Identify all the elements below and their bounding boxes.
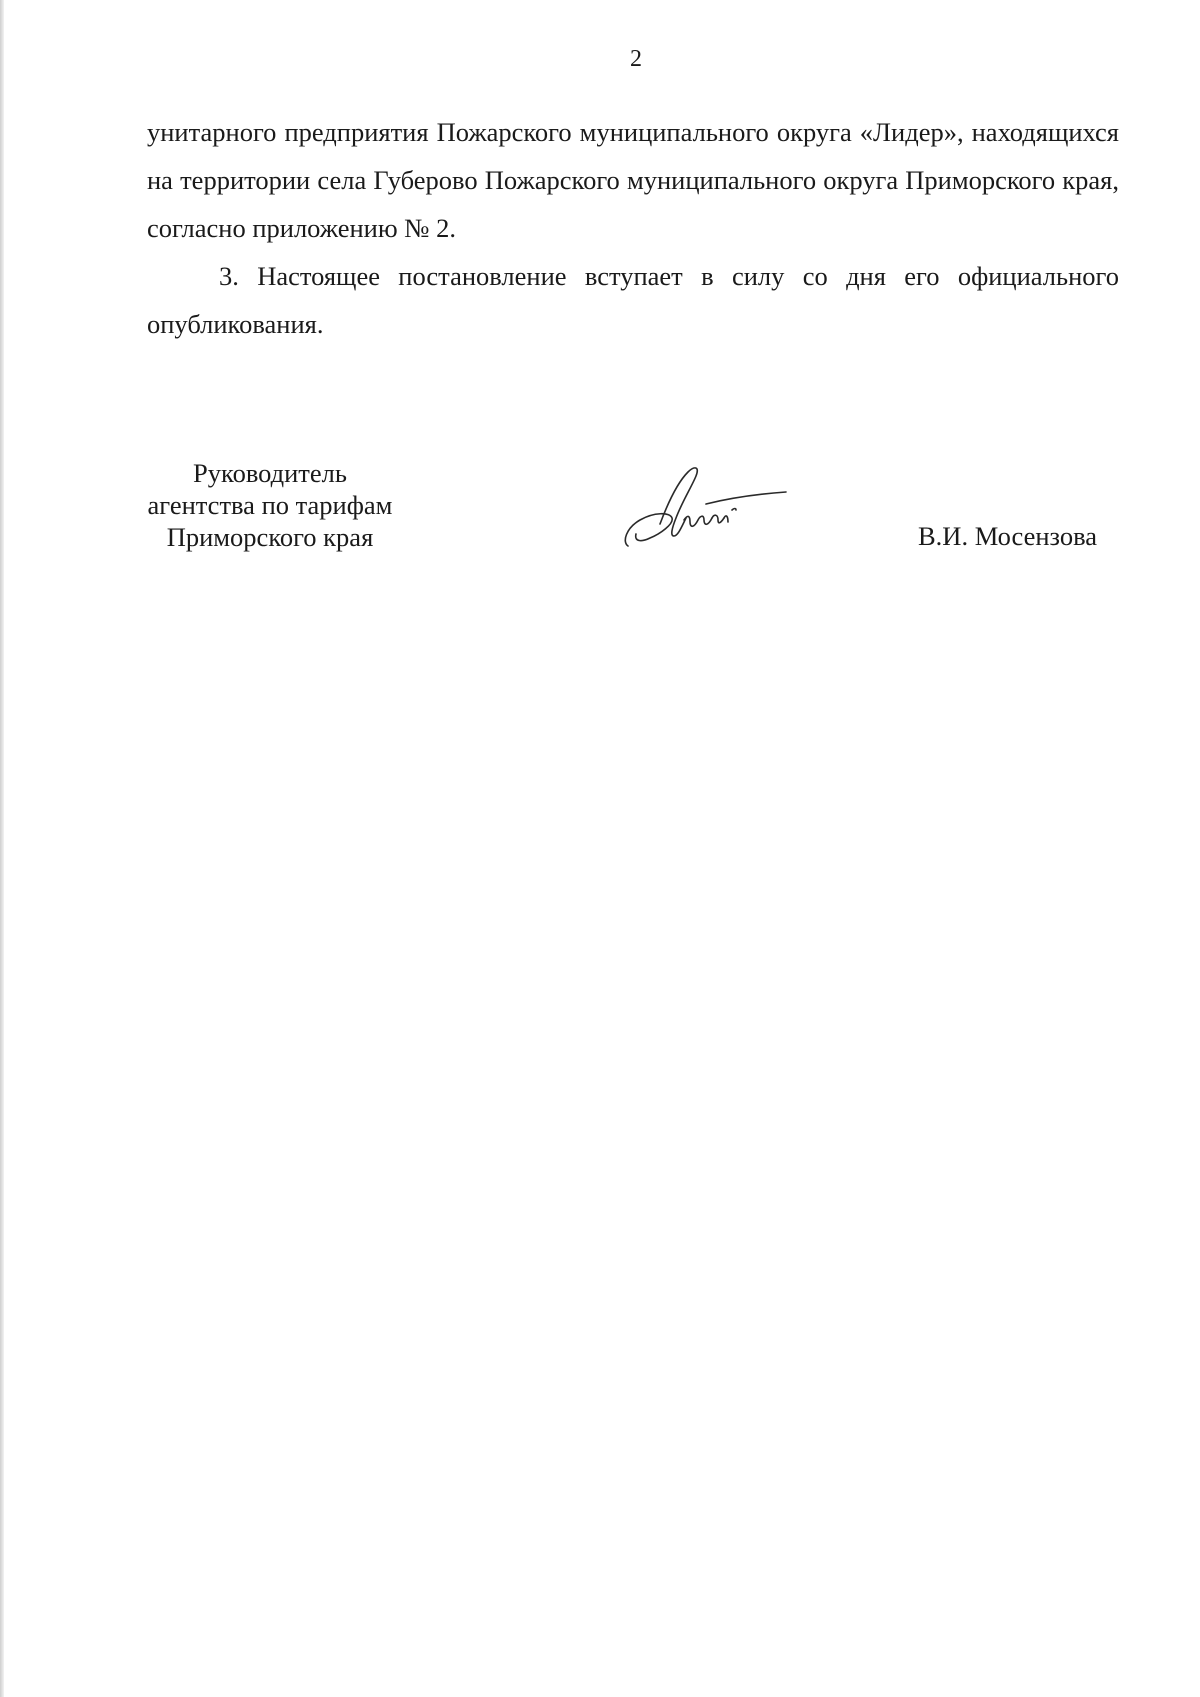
page-number: 2	[630, 46, 642, 72]
signer-position-line-2: агентства по тарифам	[147, 490, 393, 520]
document-body	[147, 108, 1119, 348]
signer-name: В.И. Мосензова	[918, 521, 1098, 551]
signer-position-line-1: Руководитель	[193, 458, 347, 488]
handwritten-signature	[620, 462, 790, 552]
paragraph-3: 3. Настоящее постановление вступает в силу со дня его официального опубликования.	[147, 261, 1119, 339]
paragraph-continued: унитарного предприятия Пожарского муниципального округа «Лидер», находящихся на территории села Губерово Пожарского муниципального округа Приморского края, согласно приложению № 2.	[147, 117, 1119, 243]
signer-position-line-3: Приморского края	[166, 522, 374, 552]
signer-position	[120, 457, 420, 553]
scan-edge	[0, 0, 4, 1697]
